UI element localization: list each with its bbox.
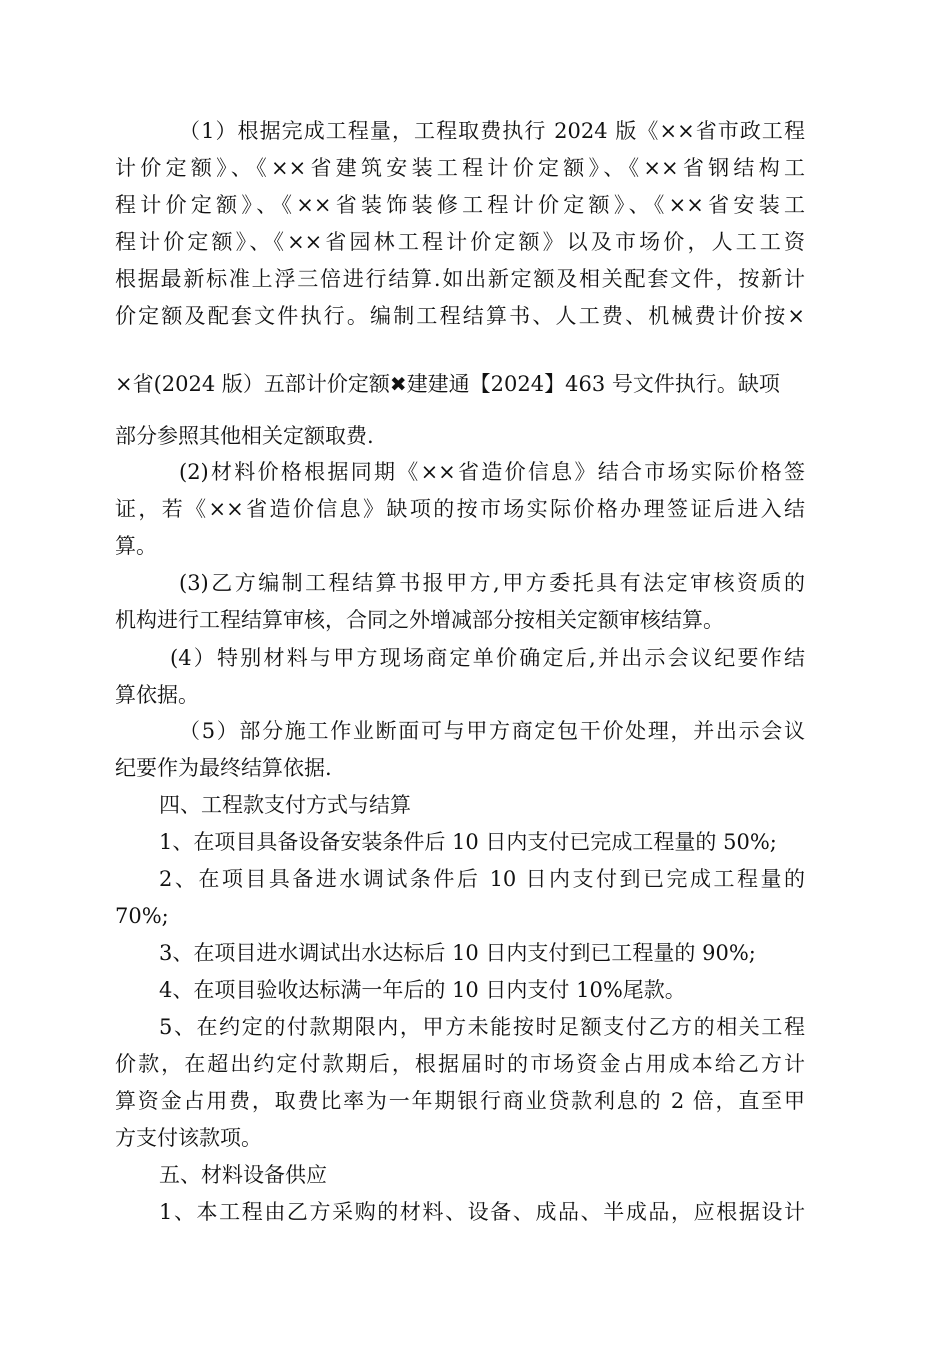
paragraph-line: (3)乙方编制工程结算书报甲方,甲方委托具有法定审核资质的 <box>179 571 805 595</box>
paragraph-line: 价定额及配套文件执行。编制工程结算书、人工费、机械费计价按× <box>115 304 805 328</box>
paragraph-line: 程计价定额》、《××省装饰装修工程计价定额》、《××省安装工 <box>115 193 805 217</box>
paragraph-line: 证，若《××省造价信息》缺项的按市场实际价格办理签证后进入结 <box>115 497 805 521</box>
paragraph-line: 程计价定额》、《××省园林工程计价定额》以及市场价，人工工资 <box>115 230 805 254</box>
line-segment: ×省(2024 版）五部计价定额 <box>115 372 390 396</box>
paragraph-line: （5）部分施工作业断面可与甲方商定包干价处理，并出示会议 <box>179 719 805 743</box>
paragraph-line: 根据最新标准上浮三倍进行结算.如出新定额及相关配套文件，按新计 <box>115 267 805 291</box>
paragraph-line: 算依据。 <box>115 683 199 707</box>
list-item: 1、在项目具备设备安装条件后 10 日内支付已完成工程量的 50%; <box>159 830 777 854</box>
paragraph-line: (4）特别材料与甲方现场商定单价确定后,并出示会议纪要作结 <box>170 646 805 670</box>
list-item: 1、本工程由乙方采购的材料、设备、成品、半成品，应根据设计 <box>159 1200 805 1224</box>
paragraph-line: 机构进行工程结算审核，合同之外增减部分按相关定额审核结算。 <box>115 608 724 632</box>
section-heading: 五、材料设备供应 <box>159 1163 327 1187</box>
paragraph-line: （1）根据完成工程量，工程取费执行 2024 版《××省市政工程 <box>179 119 805 143</box>
list-item-continuation: 价款，在超出约定付款期后，根据届时的市场资金占用成本给乙方计 <box>115 1052 805 1076</box>
paragraph-line-with-mark <box>115 372 780 396</box>
list-item-continuation: 方支付该款项。 <box>115 1126 262 1150</box>
list-item-continuation: 算资金占用费，取费比率为一年期银行商业贷款利息的 2 倍，直至甲 <box>115 1089 805 1113</box>
line-segment: 建建通【2024】463 号文件执行。缺项 <box>406 372 780 396</box>
list-item: 5、在约定的付款期限内，甲方未能按时足额支付乙方的相关工程 <box>159 1015 805 1039</box>
paragraph-line: (2)材料价格根据同期《××省造价信息》结合市场实际价格签 <box>179 460 805 484</box>
paragraph-line: 算。 <box>115 534 157 558</box>
paragraph-line: 部分参照其他相关定额取费. <box>115 424 374 448</box>
list-item-continuation: 70%; <box>115 904 169 928</box>
list-item: 2、在项目具备进水调试条件后 10 日内支付到已完成工程量的 <box>159 867 805 891</box>
list-item: 4、在项目验收达标满一年后的 10 日内支付 10%尾款。 <box>159 978 686 1002</box>
section-heading: 四、工程款支付方式与结算 <box>159 793 411 817</box>
paragraph-line: 计价定额》、《××省建筑安装工程计价定额》、《××省钢结构工 <box>115 156 805 180</box>
cross-mark-icon: ✖ <box>389 372 407 396</box>
list-item: 3、在项目进水调试出水达标后 10 日内支付到已工程量的 90%; <box>159 941 756 965</box>
paragraph-line: 纪要作为最终结算依据. <box>115 756 332 780</box>
